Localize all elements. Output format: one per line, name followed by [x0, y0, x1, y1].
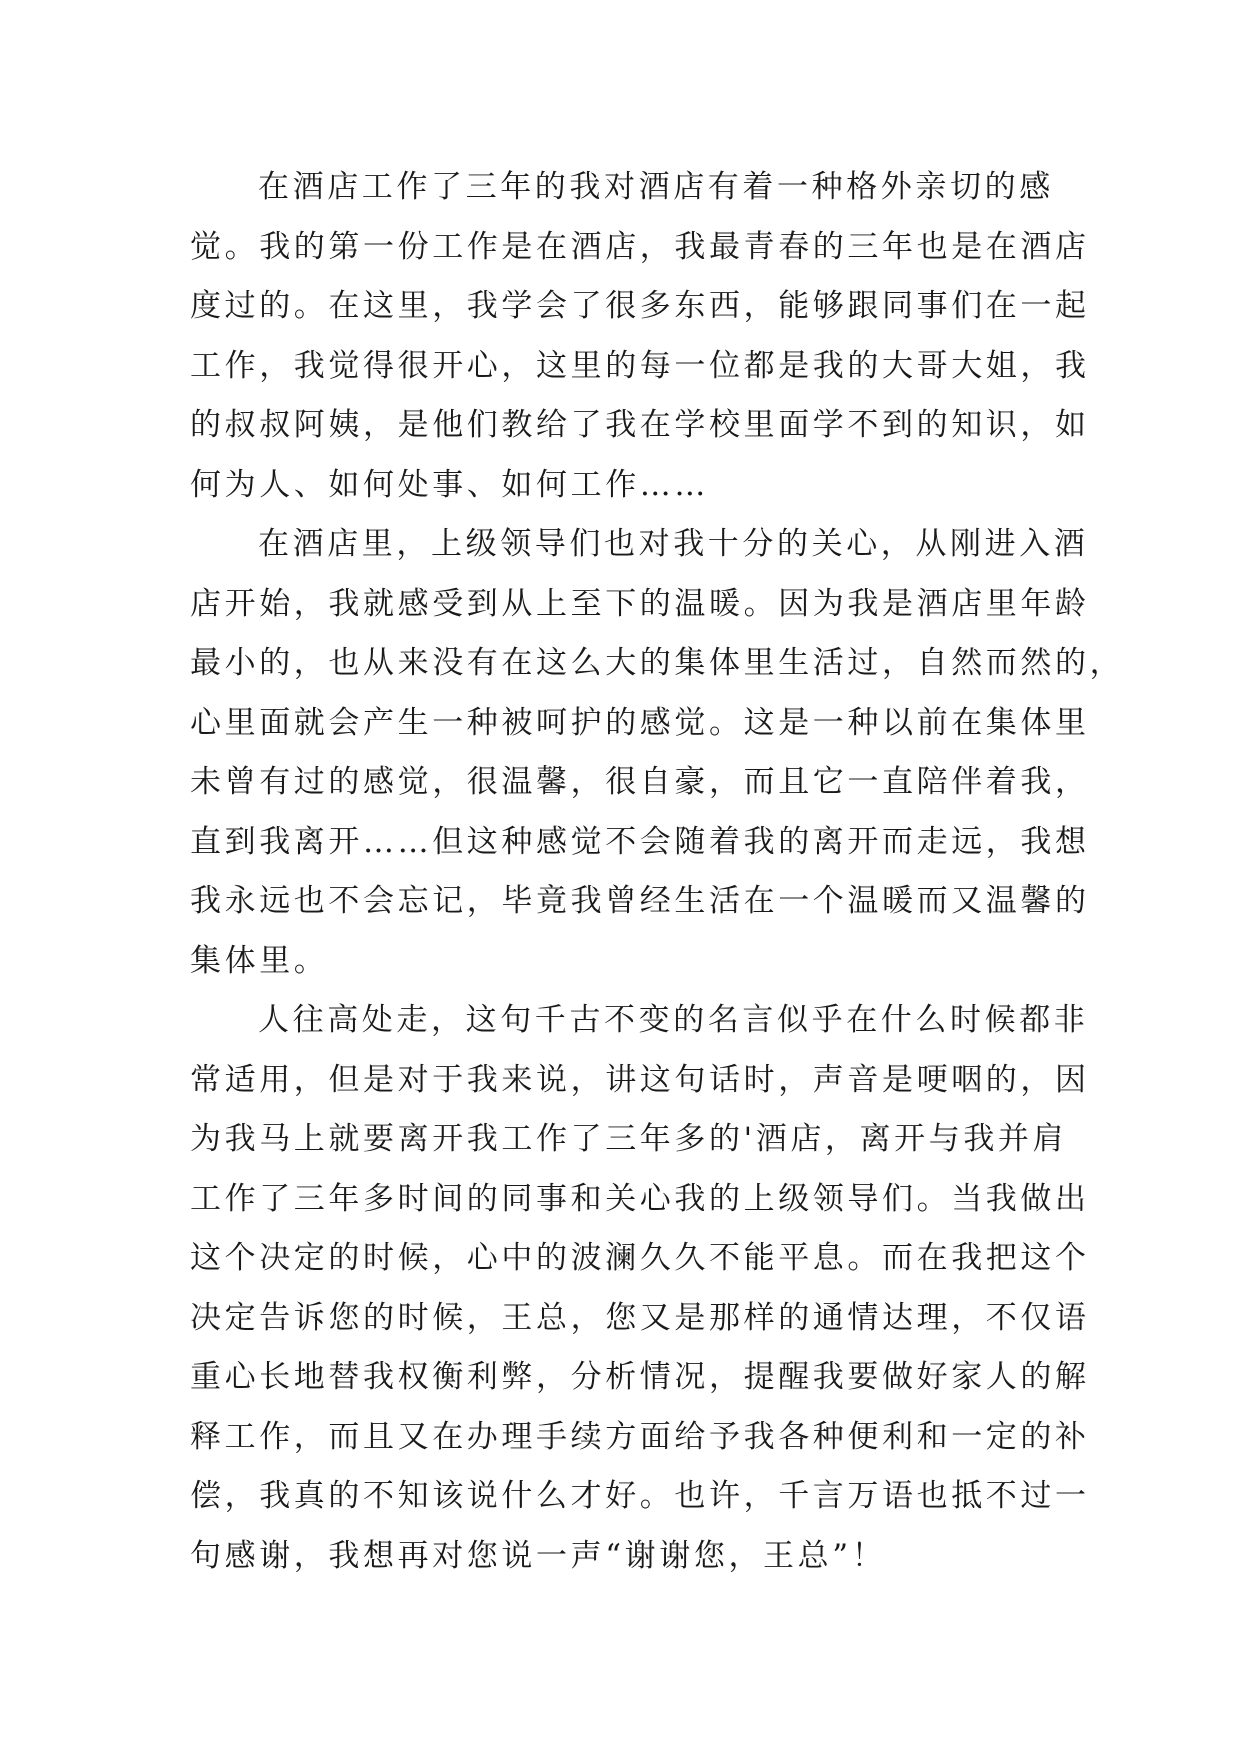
text-line: 工作，我觉得很开心，这里的每一位都是我的大哥大姐，我: [190, 347, 1090, 384]
letter-body: [190, 158, 1125, 1586]
text-line: 偿，我真的不知该说什么才好。也许，千言万语也抵不过一: [190, 1478, 1090, 1514]
text-line: 为我马上就要离开我工作了三年多的'酒店，离开与我并肩: [190, 1121, 1068, 1157]
text-line: 常适用，但是对于我来说，讲这句话时，声音是哽咽的，因: [190, 1061, 1090, 1098]
paragraph-3: [190, 991, 1090, 1586]
text-line: 在酒店工作了三年的我对酒店有着一种格外亲切的感: [258, 169, 1054, 205]
text-line: 的叔叔阿姨，是他们教给了我在学校里面学不到的知识，如: [190, 407, 1090, 443]
text-line: 人往高处走，这句千古不变的名言似乎在什么时候都非: [258, 1002, 1089, 1038]
paragraph-1: [190, 158, 1090, 515]
text-line: 店开始，我就感受到从上至下的温暖。因为我是酒店里年龄: [190, 585, 1090, 622]
text-line: 最小的，也从来没有在这么大的集体里生活过，自然而然的，: [190, 645, 1125, 681]
text-line: 句感谢，我想再对您说一声“谢谢您，王总”！: [190, 1537, 887, 1574]
text-line: 释工作，而且又在办理手续方面给予我各种便利和一定的补: [190, 1418, 1090, 1455]
paragraph-2: [190, 515, 1125, 991]
text-line: 我永远也不会忘记，毕竟我曾经生活在一个温暖而又温馨的: [190, 883, 1090, 919]
text-line: 决定告诉您的时候，王总，您又是那样的通情达理，不仅语: [190, 1299, 1090, 1336]
text-line: 工作了三年多时间的同事和关心我的上级领导们。当我做出: [190, 1180, 1090, 1217]
text-line: 未曾有过的感觉，很温馨，很自豪，而且它一直陪伴着我，: [190, 764, 1090, 800]
text-line: 心里面就会产生一种被呵护的感觉。这是一种以前在集体里: [190, 704, 1090, 741]
text-line: 集体里。: [190, 942, 329, 979]
text-line: 何为人、如何处事、如何工作……: [190, 466, 709, 503]
text-line: 在酒店里，上级领导们也对我十分的关心，从刚进入酒: [258, 526, 1089, 562]
text-line: 度过的。在这里，我学会了很多东西，能够跟同事们在一起: [190, 288, 1090, 324]
text-line: 觉。我的第一份工作是在酒店，我最青春的三年也是在酒店: [190, 228, 1090, 265]
text-line: 这个决定的时候，心中的波澜久久不能平息。而在我把这个: [190, 1240, 1090, 1276]
text-line: 重心长地替我权衡利弊，分析情况，提醒我要做好家人的解: [190, 1359, 1090, 1395]
text-line: 直到我离开……但这种感觉不会随着我的离开而走远，我想: [190, 823, 1090, 860]
